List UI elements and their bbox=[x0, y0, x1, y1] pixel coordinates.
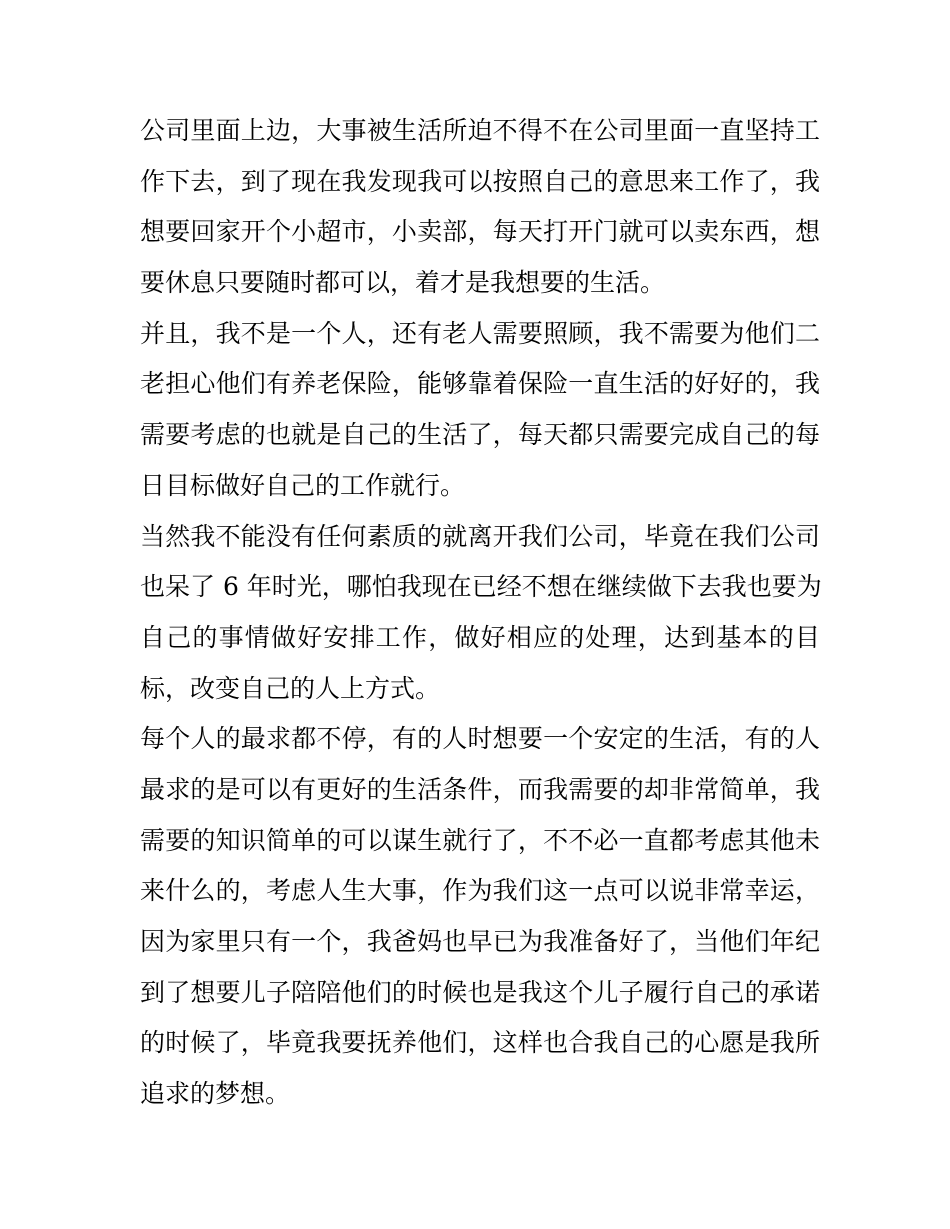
paragraph-line: 日目标做好自己的工作就行。 bbox=[140, 470, 466, 500]
paragraph-line: 自己的事情做好安排工作，做好相应的处理，达到基本的目 bbox=[140, 622, 820, 652]
paragraph-line: 老担心他们有养老保险，能够靠着保险一直生活的好好的，我 bbox=[140, 369, 820, 399]
paragraph-line: 到了想要儿子陪陪他们的时候也是我这个儿子履行自己的承诺 bbox=[140, 977, 820, 1007]
paragraph-line: 因为家里只有一个，我爸妈也早已为我准备好了，当他们年纪 bbox=[140, 927, 820, 956]
paragraph-line: 追求的梦想。 bbox=[140, 1079, 291, 1109]
paragraph-line: 需要考虑的也就是自己的生活了，每天都只需要完成自己的每 bbox=[140, 420, 820, 450]
paragraph-line: 作下去，到了现在我发现我可以按照自己的意思来工作了，我 bbox=[140, 166, 820, 196]
paragraph-line: 要休息只要随时都可以，着才是我想要的生活。 bbox=[140, 268, 666, 298]
paragraph-line: 公司里面上边，大事被生活所迫不得不在公司里面一直坚持工 bbox=[140, 116, 820, 145]
paragraph-1 bbox=[140, 106, 820, 309]
paragraph-line: 来什么的，考虑人生大事，作为我们这一点可以说非常幸运， bbox=[140, 876, 820, 906]
paragraph-4 bbox=[140, 714, 820, 1120]
paragraph-line: 最求的是可以有更好的生活条件，而我需要的却非常简单，我 bbox=[140, 774, 820, 804]
paragraph-line: 标，改变自己的人上方式。 bbox=[140, 673, 441, 703]
paragraph-line: 也呆了 6 年时光，哪怕我现在已经不想在继续做下去我也要为 bbox=[140, 572, 822, 602]
paragraph-line: 想要回家开个小超市，小卖部，每天打开门就可以卖东西，想 bbox=[140, 217, 820, 247]
document-body bbox=[140, 106, 820, 1120]
paragraph-3 bbox=[140, 512, 820, 715]
paragraph-line: 当然我不能没有任何素质的就离开我们公司，毕竟在我们公司 bbox=[140, 521, 820, 551]
paragraph-line: 并且，我不是一个人，还有老人需要照顾，我不需要为他们二 bbox=[140, 318, 820, 348]
paragraph-line: 的时候了，毕竟我要抚养他们，这样也合我自己的心愿是我所 bbox=[140, 1028, 820, 1058]
paragraph-2 bbox=[140, 309, 820, 512]
paragraph-line: 每个人的最求都不停，有的人时想要一个安定的生活，有的人 bbox=[140, 724, 820, 754]
paragraph-line: 需要的知识简单的可以谋生就行了，不不必一直都考虑其他未 bbox=[140, 825, 820, 855]
